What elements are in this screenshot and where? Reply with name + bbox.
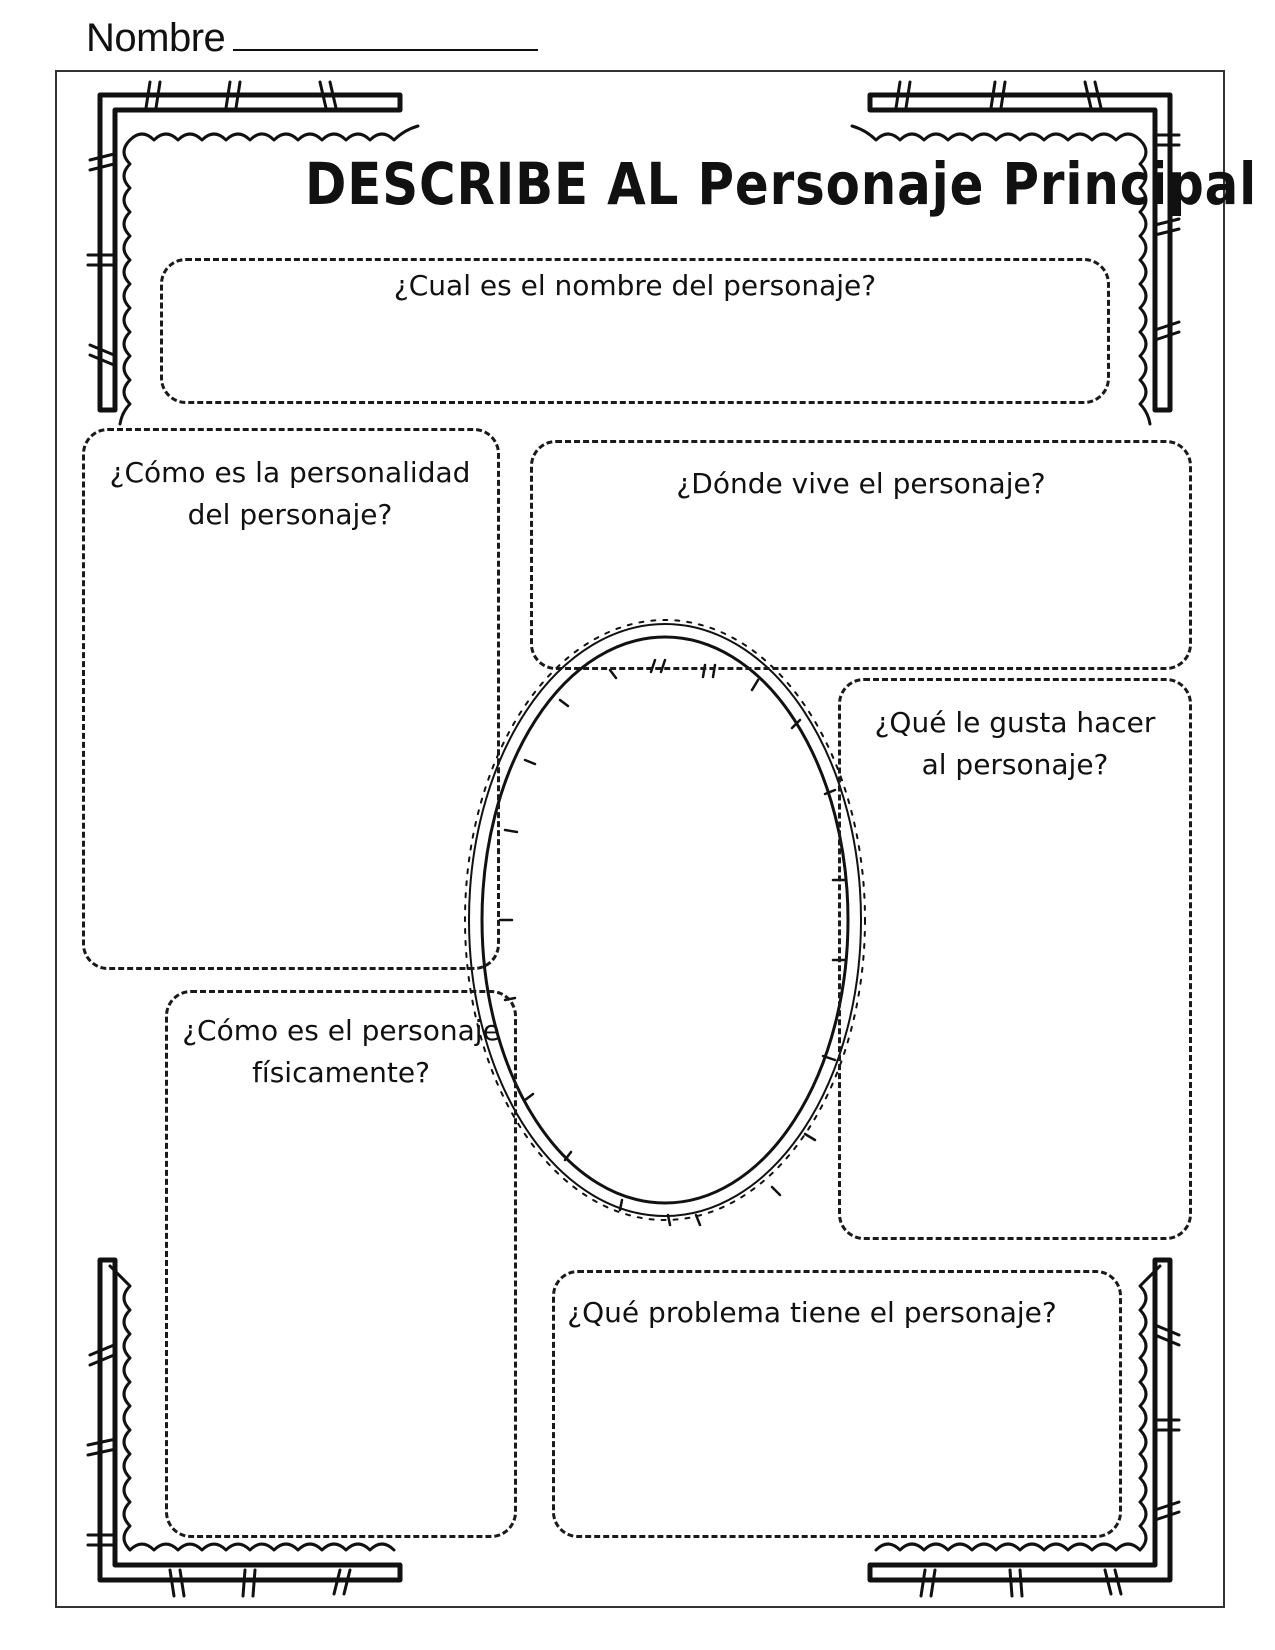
character-name-question: ¿Cual es el nombre del personaje? (393, 269, 877, 302)
likes-question-line2: al personaje? (921, 748, 1109, 781)
where-lives-question: ¿Dónde vive el personaje? (676, 467, 1046, 500)
personality-question-line2: del personaje? (187, 498, 393, 531)
worksheet-title: DESCRIBE AL Personaje Principal (305, 150, 1258, 218)
personality-question-line1: ¿Cómo es la personalidad (109, 456, 471, 489)
physical-question-line1: ¿Cómo es el personaje (182, 1014, 500, 1047)
character-portrait-frame (465, 620, 865, 1225)
name-label: Nombre (86, 16, 226, 60)
personality-question (90, 452, 490, 536)
likes-question (850, 702, 1180, 786)
physical-question-line2: físicamente? (252, 1056, 430, 1089)
likes-question-line1: ¿Qué le gusta hacer (874, 706, 1156, 739)
physical-question (165, 1010, 517, 1094)
problem-question: ¿Qué problema tiene el personaje? (567, 1296, 1057, 1329)
